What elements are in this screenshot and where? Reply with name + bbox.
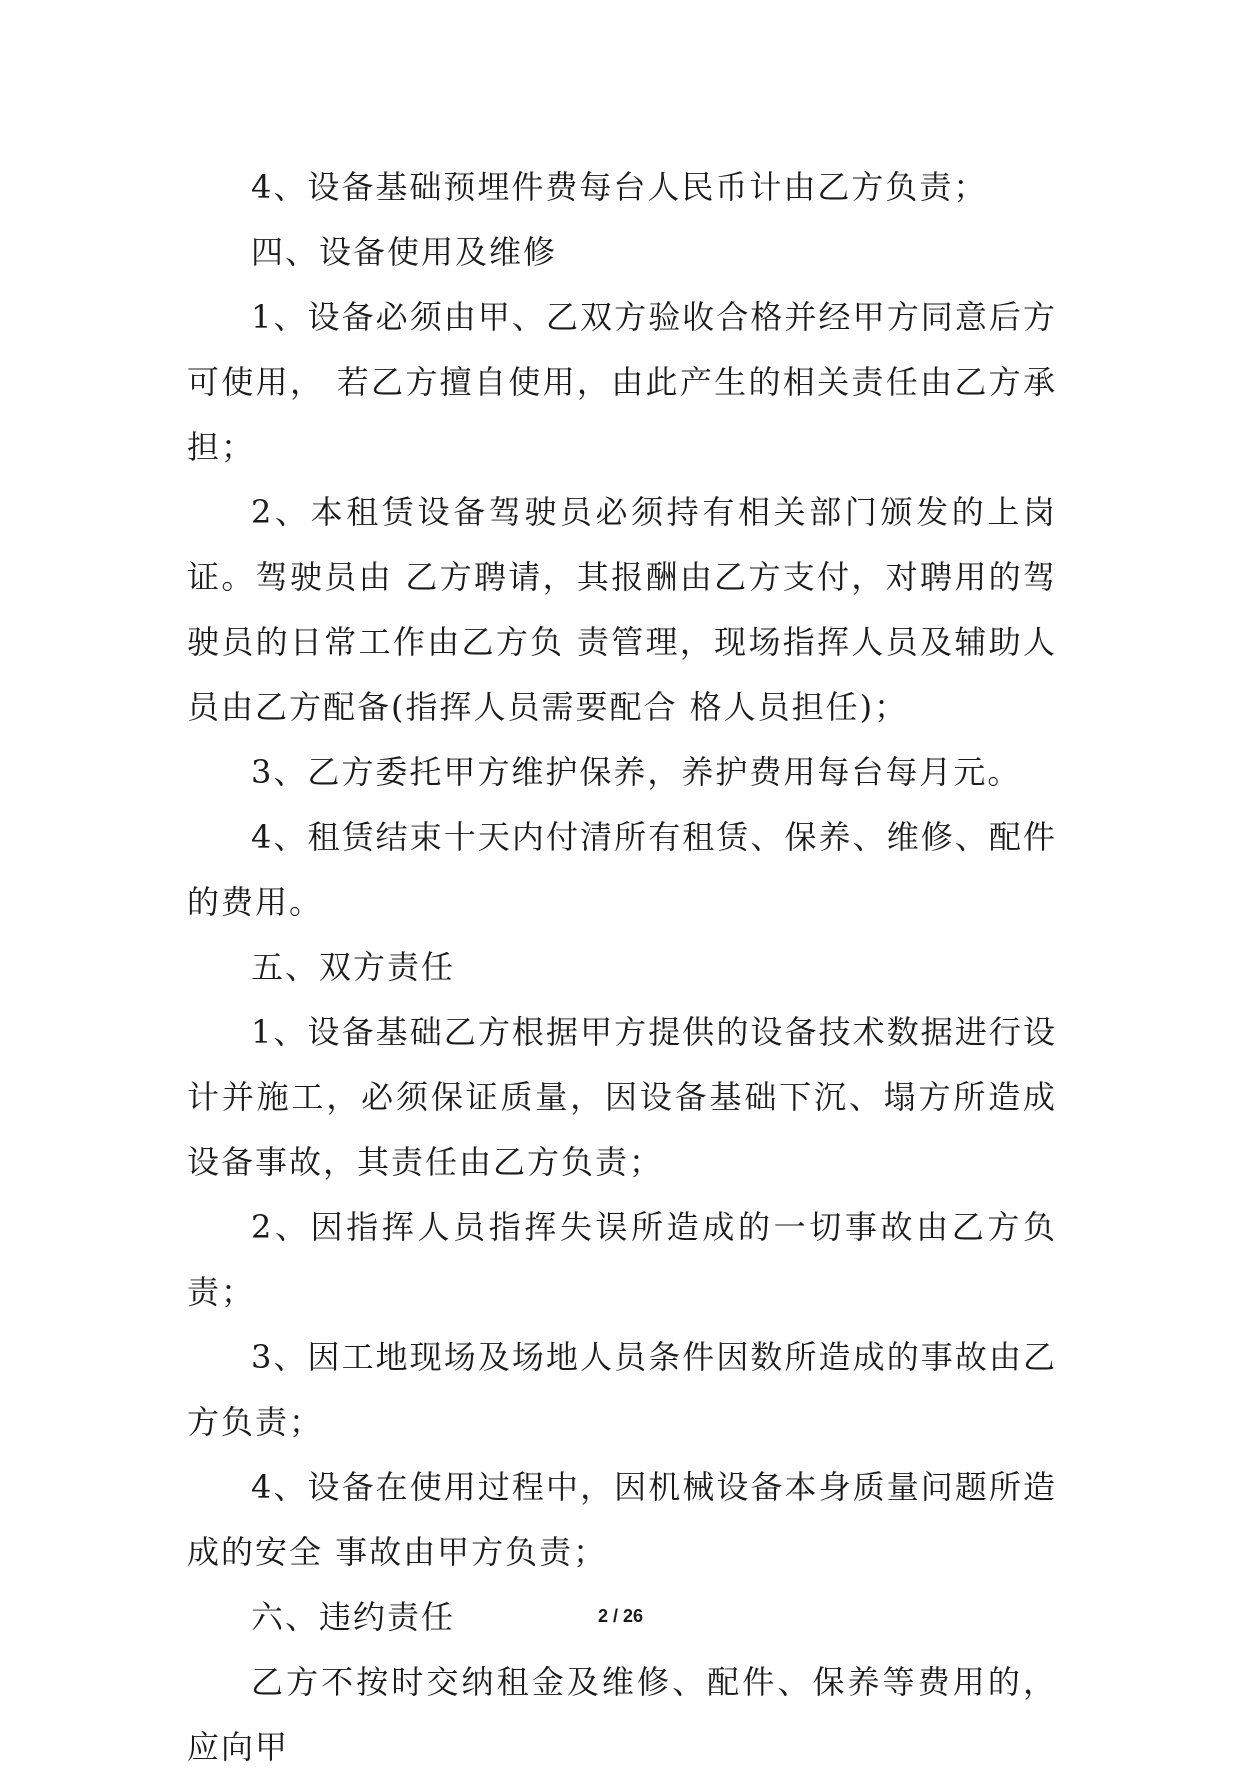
page-number: 2 / 26	[597, 1606, 644, 1626]
clause-paragraph: 4、设备基础预埋件费每台人民币计由乙方负责；	[251, 168, 988, 206]
clause-paragraph: 1、设备基础乙方根据甲方提供的设备技术数据进行设计并施工，必须保证质量，因设备基础下沉、塌方所造成设备事故，其责任由乙方负责；	[187, 1013, 1057, 1181]
clause-paragraph: 4、租赁结束十天内付清所有租赁、保养、维修、配件的费用。	[187, 818, 1057, 921]
section-heading: 六、违约责任	[251, 1598, 456, 1636]
clause-paragraph: 3、乙方委托甲方维护保养，养护费用每台每月元。	[251, 753, 1022, 791]
clause-paragraph: 乙方不按时交纳租金及维修、配件、保养等费用的，应向甲	[187, 1663, 1057, 1766]
clause-paragraph: 4、设备在使用过程中，因机械设备本身质量问题所造成的安全 事故由甲方负责；	[187, 1468, 1057, 1571]
clause-paragraph: 3、因工地现场及场地人员条件因数所造成的事故由乙方负责；	[187, 1338, 1057, 1441]
document-body	[187, 155, 1057, 1780]
clause-paragraph: 2、本租赁设备驾驶员必须持有相关部门颁发的上岗证。驾驶员由 乙方聘请，其报酬由乙方支付，对聘用的驾驶员的日常工作由乙方负 责管理，现场指挥人员及辅助人员由乙方配备(指挥人员需要配合 格人员担任)；	[187, 493, 1057, 726]
section-heading: 五、双方责任	[251, 948, 456, 986]
clause-paragraph: 1、设备必须由甲、乙双方验收合格并经甲方同意后方可使用， 若乙方擅自使用，由此产生的相关责任由乙方承担；	[187, 298, 1057, 466]
section-heading: 四、设备使用及维修	[251, 233, 558, 271]
clause-paragraph: 2、因指挥人员指挥失误所造成的一切事故由乙方负责；	[187, 1208, 1057, 1311]
